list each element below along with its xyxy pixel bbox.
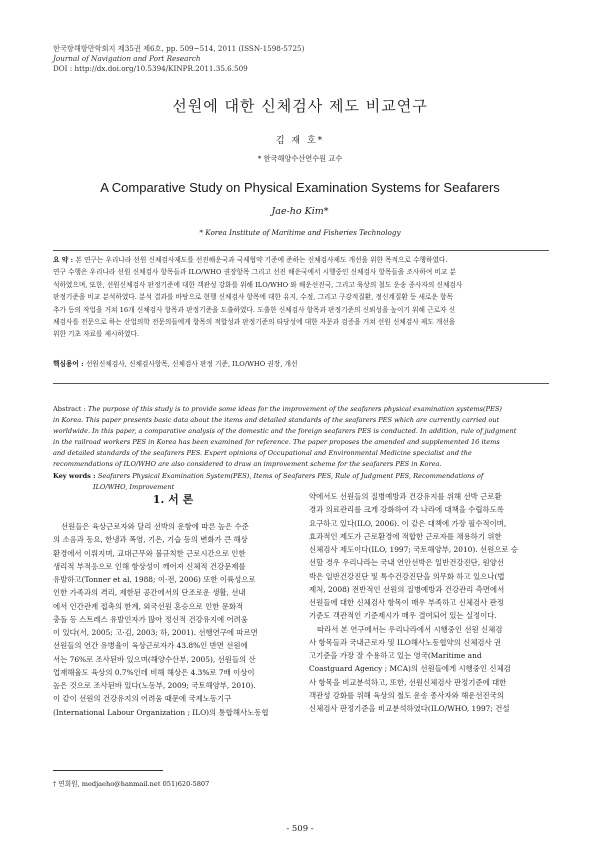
- body-line: 서는 76%로 조사된바 있으며(해양수산부, 2005), 선원들의 산: [53, 654, 256, 664]
- abstract-english-label: Abstract :: [53, 405, 88, 413]
- body-line: 선원들의 연간 유병율이 육상근로자가 43.8%인 반면 선원에: [53, 641, 248, 651]
- body-line: 높은 것으로 조사된바 있다(노동부, 2009; 국토해양부, 2010).: [53, 681, 256, 690]
- abstract-korean-line: 요 약 : 본 연구는 우리나라 선원 신체검사제도를 선진해운국과 국제협약 기준에 준하는 신체검사제도 개선을 위한 목적으로 수행하였다.: [53, 256, 448, 264]
- body-line: 업재해율도 육상의 0.7%인데 비해 해상은 4.3%로 7배 이상이: [53, 667, 255, 677]
- abstract-korean: [53, 254, 549, 341]
- body-line: 선원들에 대한 신체검사 항목이 매우 부족하고 신체검사 판정: [309, 598, 504, 607]
- body-line: 인한 가족과의 격리, 제한된 공간에서의 단조로운 생활, 선내: [53, 588, 246, 598]
- body-line: 이 같이 선원의 건강유지의 어려움 때문에 국제노동기구: [53, 694, 232, 704]
- body-line: 사 항목을 비교분석하고, 또한, 선원신체검사 판정기준에 대한: [309, 677, 507, 687]
- body-line: 에서 인간관계 접촉의 한계, 외국선원 혼승으로 인한 문화적: [53, 601, 244, 611]
- body-line: 따라서 본 연구에서는 우리나라에서 시행중인 선원 신체검: [317, 624, 503, 634]
- body-line: 사 항목들과 국내근로자 및 ILO해사노동협약의 신체검사 권: [309, 637, 502, 647]
- keywords-english: Key words : Seafarers Physical Examination System(PES), Items of Seafarers PES, Rule of Judgment PES, Recommendations of ILO/WHO, Improvement: [53, 472, 484, 491]
- keywords-korean: [53, 358, 549, 370]
- abstract-english: [53, 404, 549, 470]
- body-line: 기준도 객관적인 기준제시가 매우 결여되어 있는 실정이다.: [309, 611, 497, 621]
- abstract-korean-line: 연구 수행은 우리나라 선원 신체검사 항목들과 ILO/WHO 권장항목 그리고 선진 해운국에서 시행중인 신체검사 항목들을 조사하여 비교 분: [53, 268, 456, 277]
- body-column-left: [53, 520, 293, 719]
- journal-name-line: Journal of Navigation and Port Research: [53, 54, 201, 64]
- body-line: 의 소음과 동요, 한냉과 폭염, 기온, 기습 등의 변화가 큰 해상: [53, 535, 248, 545]
- body-line: 유발하고(Tonner et al, 1988; 이·전, 2006) 또한 이륙성으로: [53, 575, 256, 584]
- abstract-english-line: and detailed standards of the seafarers PES. Expert opinions of Occupational and Environmental Medicine specialist and the: [53, 449, 472, 457]
- keywords-english-label: Key words :: [53, 472, 98, 480]
- doi-line: DOI : http://dx.doi.org/10.5394/KINPR.2011.35.6.509: [53, 64, 248, 74]
- body-line: 경과 의료관리를 크게 강화하여 각 나라에 대책을 수립하도록: [309, 505, 504, 515]
- author-english: Jae-ho Kim*: [271, 206, 329, 217]
- abstract-korean-line: 판정기준을 비교 분석하였다. 분석 결과를 바탕으로 현행 신체검사 항목에 대한 유지, 수정, 그리고 구강적질환, 정신계질환 등 새로운 항목: [53, 293, 453, 302]
- abstract-korean-label: 요 약 :: [53, 256, 76, 264]
- keywords-korean-label: 핵심용어 :: [53, 360, 86, 368]
- body-line: 객관성 강화를 위해 육상의 철도 운송 종사자와 해운선진국의: [309, 690, 504, 700]
- body-line: 고기준을 가장 잘 수용하고 있는 영국(Maritime and: [309, 651, 482, 660]
- abstract-korean-line: 추가 등의 작업을 거쳐 16개 신체검사 항목과 판정기준을 도출하였다. 도출한 신체검사 항목과 판정기준의 신뢰성을 높이기 위해 근로자 신: [53, 305, 456, 314]
- body-line: 제처, 2008) 전반적인 선원의 질병예방과 건강관리 측면에서: [309, 584, 505, 594]
- body-line: 환경에서 이뤄지며, 교대근무와 불규칙한 근로시간으로 인한: [53, 548, 246, 558]
- journal-volume-line: 한국항해항만학회지 제35권 제6호, pp. 509~514, 2011 (ISSN-1598-5725): [53, 44, 305, 53]
- body-line: (International Labour Organization ; ILO)의 통합해사노동협: [53, 707, 269, 717]
- body-column-right: [309, 490, 549, 715]
- journal-header: [53, 44, 304, 75]
- keywords-rule: [53, 383, 549, 384]
- body-line: 이 있다(서, 2005; 고·김, 2003; 하, 2001). 선행연구에 따르면: [53, 628, 258, 637]
- abstract-korean-line: 체검사를 전문으로 하는 산업의학 전문의들에게 항목의 적합성과 판정기준의 타당성에 대한 자문과 검증을 거쳐 선원 신체검사 제도 개선을: [53, 318, 456, 327]
- affiliation-english: * Korea Institute of Maritime and Fisheries Technology: [199, 228, 401, 237]
- abstract-english-line: worldwide. In this paper, a comparative analysis of the domestic and the foreign seafarers PES is conducted. In addition, rule of judgment: [53, 427, 517, 435]
- body-line: 선원들은 육상근로자와 달리 선박의 운항에 따른 높은 수준: [61, 522, 249, 531]
- body-line: 선할 경우 우리나라는 국내 연안선박은 일반건강진단, 원양선: [309, 558, 504, 568]
- body-line: 신체검사 판정기준을 비교분석하였다(ILO/WHO, 1997; 건설: [309, 704, 510, 713]
- footnote-rule: [53, 770, 163, 771]
- abstract-korean-line: 석하였으며, 또한, 선원신체검사 판정기준에 대한 객관성 강화를 위해 ILO/WHO 와 해운선진국, 그리고 육상의 철도 운송 종사자의 신체검사: [53, 280, 463, 289]
- body-line: 약에서도 선원들의 질병예방과 건강유지를 위해 선박 근로환: [309, 492, 502, 501]
- keywords-korean-text: 선원신체검사, 신체검사항목, 신체검사 판정 기준, ILO/WHO 권장, 개선: [85, 360, 298, 368]
- footnote-contact: † 연회원, medjaeho@hanmail.net 051)620-5807: [53, 780, 210, 788]
- abstract-english-line: in the railroad workers PES in Korea has been examined for reference. The paper proposes the amended and supplemented 16 items: [53, 438, 500, 446]
- title-korean: 선원에 대한 신체검사 제도 비교연구: [172, 97, 428, 115]
- abstract-korean-line: 위한 기초 자료를 제시하였다.: [53, 330, 140, 339]
- abstract-english-line: in Korea. This paper presents basic data about the items and detailed standards of the seafarers PES which are currently carried out: [53, 416, 500, 424]
- body-line: 요구하고 있다(ILO, 2006). 이 같은 대책에 가장 필수적이며,: [309, 518, 507, 528]
- author-korean: 김 재 호*: [275, 136, 325, 146]
- body-line: 충돌 등 스트레스 유발인자가 많아 정신적 건강유지에 어려움: [53, 614, 248, 624]
- title-english: A Comparative Study on Physical Examination Systems for Seafarers: [100, 180, 500, 195]
- body-line: Coastguard Agency ; MCA)의 선원들에게 시행중인 신체검: [309, 664, 511, 674]
- body-line: 효과적인 제도가 근로환경에 적합한 근로자를 채용하기 위한: [309, 531, 502, 541]
- abstract-english-line: recommendations of ILO/WHO are also considered to draw an improvement scheme for the seafarers PES in Korea.: [53, 460, 442, 468]
- abstract-top-rule: [53, 250, 549, 251]
- abstract-english-line: Abstract : The purpose of this study is to provide some ideas for the improvement of the seafarers physical examination systems(PES): [53, 405, 502, 413]
- page-number: - 509 -: [286, 824, 314, 834]
- section-title-introduction: 1. 서 론: [152, 493, 194, 506]
- body-line: 생리적 부적응으로 인해 항상성이 깨어져 신체적 건강문제를: [53, 561, 246, 571]
- affiliation-korean: * 한국해양수산연수원 교수: [257, 154, 343, 163]
- body-line: 신체검사 제도이다(ILO, 1997; 국토해양부, 2010). 선원으로 승: [309, 545, 518, 554]
- body-line: 박은 일반건강진단 및 특수건강진단을 의무화 하고 있으나(법: [309, 571, 505, 581]
